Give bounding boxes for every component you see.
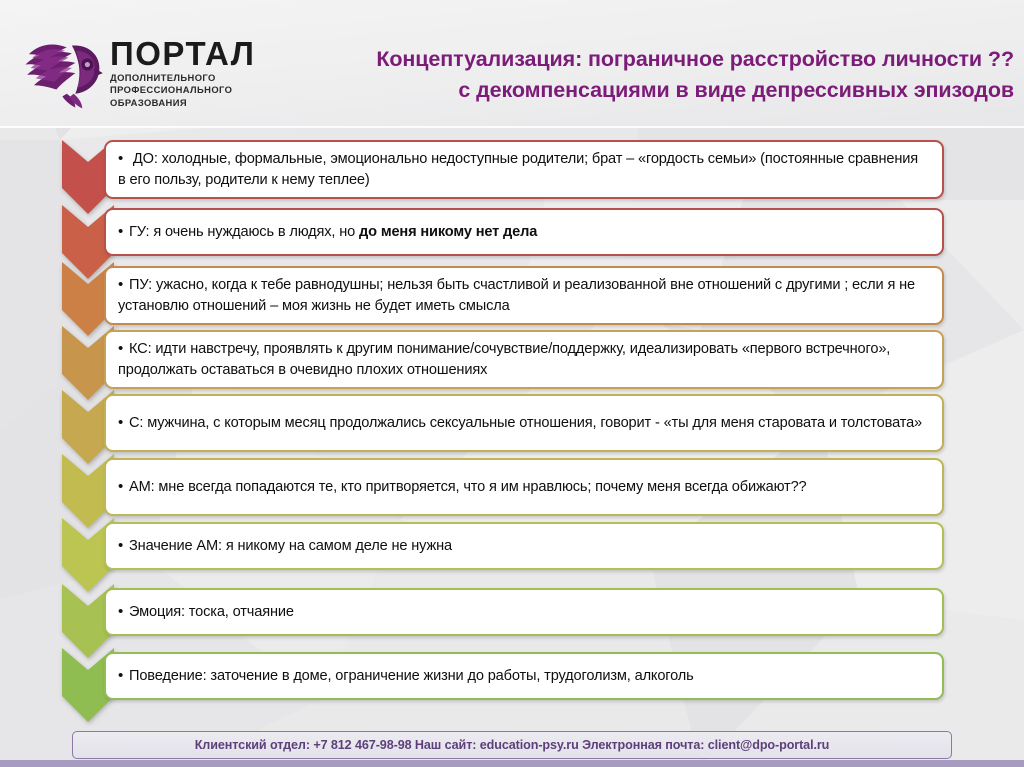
row-emotion-text: • Эмоция: тоска, отчаяние [118,601,294,623]
content-row [104,330,944,389]
bullet-icon: • [118,667,124,684]
row-s-text: • С: мужчина, с которым месяц продолжались сексуальные отношения, говорит - «ты для меня старовата и толстовата» [118,412,922,434]
bullet-icon: • [118,603,124,620]
slide-title-line-2: с декомпенсациями в виде депрессивных эпизодов [458,77,1014,102]
content-row [104,140,944,199]
content-row [104,266,944,325]
content-row [104,394,944,452]
logo-subline-3: ОБРАЗОВАНИЯ [110,96,187,108]
bullet-icon: • [118,150,124,167]
header-divider [0,126,1024,128]
row-znachenie-am-text: • Значение АМ: я никому на самом деле не нужна [118,535,452,557]
content-row [104,588,944,636]
owl-eagle-logo-icon [22,22,108,114]
logo-subline-1: ДОПОЛНИТЕЛЬНОГО [110,72,216,84]
logo-wordmark: ПОРТАЛ [110,35,256,73]
content-row [104,652,944,700]
footer-contact-bar [72,731,952,759]
content-row [104,522,944,570]
slide-title [262,44,1014,105]
row-gu-text: • ГУ: я очень нуждаюсь в людях, но до меня никому нет дела [118,221,537,243]
bullet-icon: • [118,340,124,357]
footer-contact-text: Клиентский отдел: +7 812 467-98-98 Наш сайт: education-psy.ru Электронная почта: client@dpo-portal.ru [194,738,830,752]
bullet-icon: • [118,537,124,554]
row-ks-text: • КС: идти навстречу, проявлять к другим понимание/сочувствие/поддержку, идеализировать «первого встречного», продолжать оставаться в очевидно плохих отношениях [118,340,891,378]
logo-subline-2: ПРОФЕССИОНАЛЬНОГО [110,84,233,96]
brand-logo [22,18,256,118]
footer-accent-strip [0,760,1024,767]
bullet-icon: • [118,478,124,495]
row-do-text: • ДО: холодные, формальные, эмоционально недоступные родители; брат – «гордость семьи» (постоянные сравнения в его пользу, родители к нему теплее) [118,150,919,188]
bullet-icon: • [118,223,124,240]
row-behavior-text: • Поведение: заточение в доме, ограничение жизни до работы, трудоголизм, алкоголь [118,665,694,687]
bullet-icon: • [118,414,124,431]
slide-title-line-1: Концептуализация: пограничное расстройство личности ?? [376,47,1014,71]
content-row [104,208,944,256]
content-row [104,458,944,516]
bullet-icon: • [118,276,124,293]
row-am-text: • АМ: мне всегда попадаются те, кто притворяется, что я им нравлюсь; почему меня всегда обижают?? [118,476,807,498]
row-pu-text: • ПУ: ужасно, когда к тебе равнодушны; нельзя быть счастливой и реализованной вне отношений с другими ; если я не установлю отношений – моя жизнь не будет иметь смысла [118,276,915,314]
